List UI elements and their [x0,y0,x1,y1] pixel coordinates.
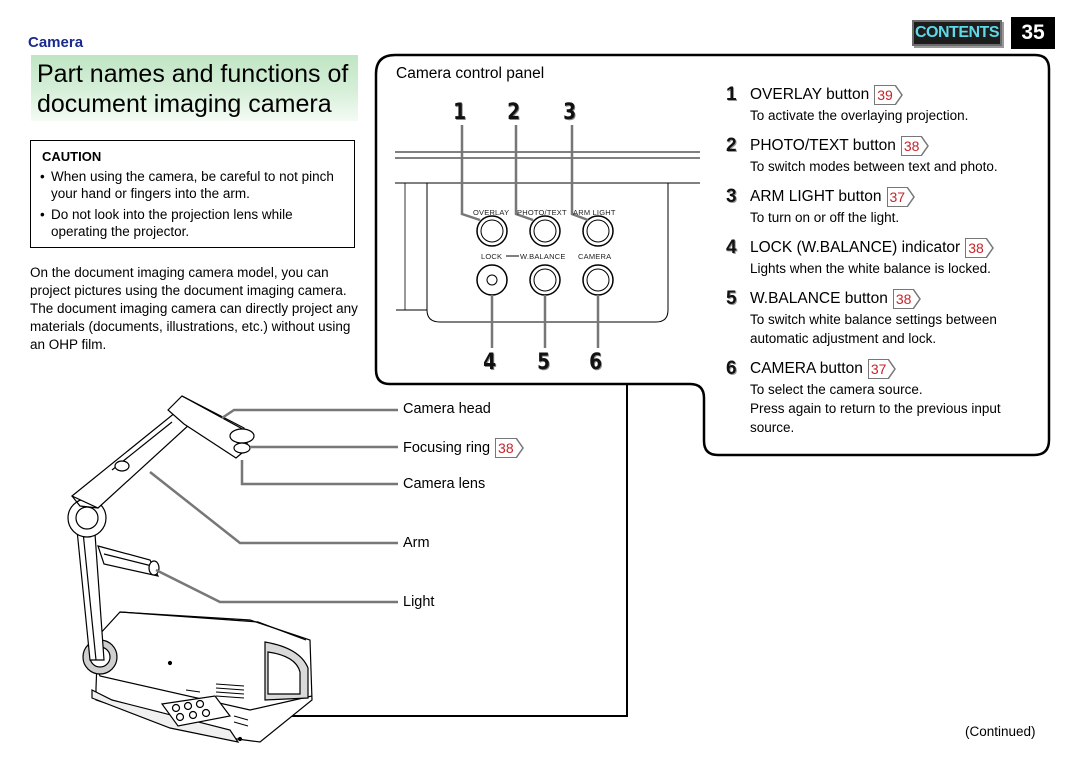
caution-heading: CAUTION [42,149,102,164]
part-label: Camera lens [403,476,486,492]
diagram-number: 3 [563,100,577,125]
page-reference-link[interactable] [495,438,524,458]
caution-item-text: Do not look into the projection lens while operating the projector. [51,207,293,239]
button-desc-phototext [726,135,1046,176]
page-reference-link[interactable] [868,359,897,379]
page-reference-link[interactable] [893,289,922,309]
item-number: 2 [726,135,737,156]
ref-number: 38 [893,289,914,309]
button-desc-lock [726,237,1046,278]
ref-arrow-icon [516,438,524,458]
ref-number: 38 [965,238,986,258]
diagram-number: 6 [589,350,603,375]
item-desc: Lights when the white balance is locked. [750,261,991,276]
caution-item: • Do not look into the projection lens while operating the projector. [40,206,340,240]
part-name: Focusing ring [403,440,491,456]
item-number: 4 [726,237,737,258]
caution-item-text: When using the camera, be careful to not pinch your hand or fingers into the arm. [51,169,334,201]
panel-key-label: ARM LIGHT [573,208,616,217]
panel-label: Camera control panel [396,65,545,82]
button-desc-camera [726,358,1046,437]
title-line-1: Part names and functions of [37,60,349,88]
ref-arrow-icon [913,289,921,309]
panel-key-label: W.BALANCE [520,252,566,261]
ref-number: 39 [874,85,895,105]
item-desc: To select the camera source. [750,382,923,397]
intro-paragraph-1: On the document imaging camera model, you can project pictures using the document imaging camera. [30,265,347,298]
intro-paragraph-2: The document imaging camera can directly project any materials (documents, illustrations, etc.) without using an OHP film. [30,301,358,352]
ref-number: 38 [901,136,922,156]
item-desc: To switch white balance settings between automatic adjustment and lock. [750,312,997,346]
item-name: LOCK (W.BALANCE) indicator [750,239,961,256]
item-number: 5 [726,288,737,309]
diagram-number: 5 [537,350,551,375]
part-label: Camera head [403,401,491,417]
item-name: PHOTO/TEXT button [750,137,896,154]
button-desc-wbalance [726,288,1046,348]
item-desc: To switch modes between text and photo. [750,159,998,174]
item-name: ARM LIGHT button [750,188,882,205]
part-label: Arm [403,535,430,551]
lock-indicator-drawing [477,265,507,295]
ref-arrow-icon [888,359,896,379]
panel-key-label: PHOTO/TEXT [517,208,567,217]
panel-key-label: LOCK [481,252,503,261]
item-desc: To activate the overlaying projection. [750,108,969,123]
ref-arrow-icon [921,136,929,156]
button-desc-overlay [726,84,1046,125]
title-line-2: document imaging camera [37,90,332,118]
diagram-number: 4 [483,350,497,375]
ref-arrow-icon [895,85,903,105]
item-number: 1 [726,84,737,105]
item-desc-2: Press again to return to the previous input source. [750,401,1001,435]
wbalance-button-drawing [530,265,560,295]
diagram-number: 1 [453,100,467,125]
contents-button[interactable]: CONTENTS [912,20,1002,46]
page-reference-link[interactable] [874,85,903,105]
item-desc: To turn on or off the light. [750,210,900,225]
item-number: 6 [726,358,737,379]
button-desc-armlight [726,186,1046,227]
page-reference-link[interactable] [887,187,916,207]
camera-button-drawing [583,265,613,295]
part-label: Light [403,594,435,610]
panel-key-label: OVERLAY [473,208,510,217]
item-name: OVERLAY button [750,86,870,103]
ref-number: 37 [887,187,908,207]
caution-item: • When using the camera, be careful to not pinch your hand or fingers into the arm. [40,168,340,202]
page-reference-link[interactable] [901,136,930,156]
page-number: 35 [1011,17,1055,49]
phototext-button-drawing [530,216,560,246]
item-number: 3 [726,186,737,207]
continued-label: (Continued) [965,724,1036,739]
overlay-button-drawing [477,216,507,246]
ref-arrow-icon [986,238,994,258]
part-label-focusing-ring [403,438,524,458]
section-label: Camera [28,34,84,51]
item-name: CAMERA button [750,360,863,377]
diagram-number: 2 [507,100,521,125]
ref-arrow-icon [907,187,915,207]
panel-key-label: CAMERA [578,252,612,261]
ref-number: 38 [495,438,516,458]
item-name: W.BALANCE button [750,290,888,307]
page-reference-link[interactable] [965,238,994,258]
ref-number: 37 [868,359,889,379]
